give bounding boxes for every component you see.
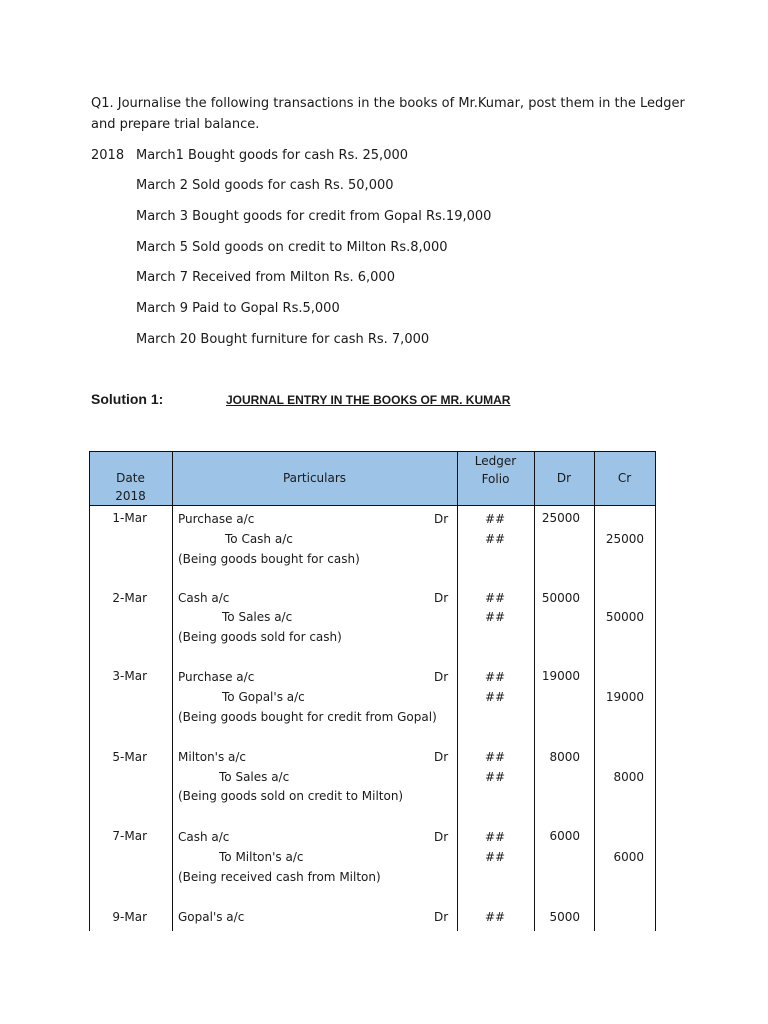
entry-narration: (Being goods bought for credit from Gopal) (178, 710, 437, 724)
transaction-item: March 7 Received from Milton Rs. 6,000 (136, 270, 395, 285)
entry-folio: ## (484, 610, 506, 624)
entry-dr-mark: Dr (434, 591, 449, 605)
question-line-1: Q1. Journalise the following transactions in the books of Mr.Kumar, post them in the Ledger (91, 96, 685, 111)
entry-date: 1-Mar (112, 511, 147, 525)
entry-folio: ## (484, 591, 506, 605)
entry-dr-mark: Dr (434, 750, 449, 764)
entry-credit-account: To Sales a/c (219, 770, 290, 784)
entry-credit-account: To Cash a/c (225, 532, 293, 546)
entry-date: 5-Mar (112, 750, 147, 764)
header-particulars: Particulars (282, 471, 347, 485)
entry-dr-mark: Dr (434, 830, 449, 844)
table-border-right (655, 451, 656, 931)
entry-folio: ## (484, 670, 506, 684)
entry-debit-account: Cash a/c (178, 830, 230, 844)
header-dr: Dr (556, 471, 572, 485)
transaction-item: March 20 Bought furniture for cash Rs. 7,000 (136, 332, 430, 347)
entry-dr-amount: 6000 (549, 829, 580, 843)
entry-folio: ## (484, 770, 506, 784)
header-cr: Cr (617, 471, 632, 485)
entry-dr-amount: 8000 (549, 750, 580, 764)
entry-folio: ## (484, 850, 506, 864)
entry-date: 3-Mar (112, 669, 147, 683)
entry-credit-account: To Milton's a/c (219, 850, 304, 864)
entry-debit-account: Purchase a/c (178, 512, 255, 526)
entry-cr-amount: 25000 (605, 532, 644, 546)
entry-folio: ## (484, 532, 506, 546)
column-divider (172, 451, 173, 931)
entry-cr-amount: 8000 (613, 770, 644, 784)
question-line-2: and prepare trial balance. (91, 117, 260, 132)
entry-folio: ## (484, 910, 506, 924)
entry-folio: ## (484, 750, 506, 764)
header-ledger-folio: Ledger Folio (474, 454, 517, 486)
entry-narration: (Being goods sold on credit to Milton) (178, 789, 404, 803)
solution-label: Solution 1: (91, 391, 164, 407)
transactions-year: 2018 (91, 148, 125, 163)
entry-dr-amount: 25000 (541, 511, 580, 525)
entry-debit-account: Milton's a/c (178, 750, 247, 764)
entry-narration: (Being goods sold for cash) (178, 630, 342, 644)
entry-date: 2-Mar (112, 591, 147, 605)
transaction-item: March 3 Bought goods for credit from Gopal Rs.19,000 (136, 209, 492, 224)
entry-dr-amount: 50000 (541, 591, 580, 605)
entry-dr-amount: 5000 (549, 910, 580, 924)
table-header-divider (89, 505, 656, 506)
entry-dr-mark: Dr (434, 670, 449, 684)
table-border-top (89, 451, 656, 452)
entry-folio: ## (484, 690, 506, 704)
solution-title: JOURNAL ENTRY IN THE BOOKS OF MR. KUMAR (226, 393, 511, 407)
entry-debit-account: Cash a/c (178, 591, 230, 605)
entry-dr-mark: Dr (434, 512, 449, 526)
entry-cr-amount: 6000 (613, 850, 644, 864)
transaction-item: March 5 Sold goods on credit to Milton Rs.8,000 (136, 240, 448, 255)
transaction-item: March 2 Sold goods for cash Rs. 50,000 (136, 178, 394, 193)
entry-folio: ## (484, 512, 506, 526)
transaction-item: March1 Bought goods for cash Rs. 25,000 (136, 148, 409, 163)
entry-credit-account: To Gopal's a/c (222, 690, 305, 704)
entry-folio: ## (484, 830, 506, 844)
entry-dr-amount: 19000 (541, 669, 580, 683)
entry-date: 7-Mar (112, 829, 147, 843)
entry-debit-account: Purchase a/c (178, 670, 255, 684)
entry-cr-amount: 50000 (605, 610, 644, 624)
entry-cr-amount: 19000 (605, 690, 644, 704)
entry-credit-account: To Sales a/c (222, 610, 293, 624)
journal-table (89, 451, 656, 931)
header-date: Date 2018 (115, 471, 146, 503)
entry-debit-account: Gopal's a/c (178, 910, 245, 924)
entry-dr-mark: Dr (434, 910, 449, 924)
entry-date: 9-Mar (112, 910, 147, 924)
entry-narration: (Being goods bought for cash) (178, 552, 360, 566)
transaction-item: March 9 Paid to Gopal Rs.5,000 (136, 301, 340, 316)
entry-narration: (Being received cash from Milton) (178, 870, 381, 884)
